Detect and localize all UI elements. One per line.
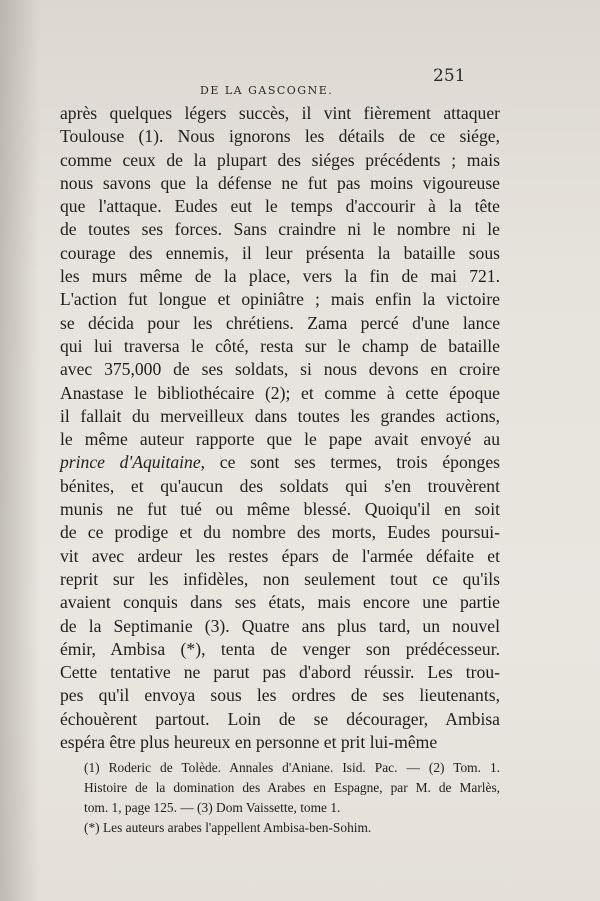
- text-line-with-italic: prince d'Aquitaine, ce sont ses termes, trois éponges: [60, 452, 501, 473]
- running-head: DE LA GASCOGNE.: [200, 84, 334, 97]
- text-line: Toulouse (1). Nous ignorons les détails de ce siége,: [60, 126, 500, 147]
- text-line: échouèrent partout. Loin de se décourager, Ambisa: [60, 708, 500, 729]
- text-line: reprit sur les infidèles, non seulement tout ce qu'ils: [60, 568, 500, 589]
- text-line: que l'attaque. Eudes eut le temps d'accourir à la tête: [60, 196, 500, 217]
- text-line: de ce prodige et du nombre des morts, Eudes poursui-: [60, 522, 500, 543]
- footnote-line: Histoire de la domination des Arabes en Espagne, par M. de Marlès,: [84, 780, 500, 795]
- italic-phrase: prince d'Aquitaine: [60, 452, 201, 473]
- footnote-line: (1) Roderic de Tolède. Annales d'Aniane. Isid. Pac. — (2) Tom. 1.: [84, 760, 500, 775]
- text-line: vit avec ardeur les restes épars de l'armée défaite et: [60, 545, 500, 566]
- text-line: avaient conquis dans ses états, mais encore une partie: [60, 592, 500, 613]
- page-number: 251: [433, 66, 466, 86]
- text-line: qui lui traversa le côté, resta sur le champ de bataille: [60, 335, 500, 356]
- footnote-line: (*) Les auteurs arabes l'appellent Ambisa-ben-Sohim.: [84, 820, 372, 835]
- text-line: Cette tentative ne parut pas d'abord réussir. Les trou-: [60, 662, 500, 683]
- text-line: espéra être plus heureux en personne et prit lui-même: [60, 732, 438, 753]
- footnote-line: tom. 1, page 125. — (3) Dom Vaissette, tome 1.: [84, 800, 341, 815]
- text-line: il fallait du merveilleux dans toutes les grandes actions,: [60, 405, 500, 426]
- text-line: nous savons que la défense ne fut pas moins vigoureuse: [60, 172, 500, 193]
- body-text: [60, 102, 500, 754]
- text-line: émir, Ambisa (*), tenta de venger son prédécesseur.: [60, 638, 500, 659]
- text-line: bénites, et qu'aucun des soldats qui s'en trouvèrent: [60, 475, 500, 496]
- text-line: de la Septimanie (3). Quatre ans plus tard, un nouvel: [60, 615, 500, 636]
- text-line: courage des ennemis, il leur présenta la bataille sous: [60, 242, 500, 263]
- text-line: L'action fut longue et opiniâtre ; mais enfin la victoire: [60, 289, 500, 310]
- text-line: munis ne fut tué ou même blessé. Quoiqu'il en soit: [60, 499, 500, 520]
- text-line: comme ceux de la plupart des siéges précédents ; mais: [60, 149, 500, 170]
- text-line: les murs même de la place, vers la fin de mai 721.: [60, 266, 500, 287]
- footnotes: [84, 758, 500, 838]
- text-line: de toutes ses forces. Sans craindre ni le nombre ni le: [60, 219, 500, 240]
- text-line: le même auteur rapporte que le pape avait envoyé au: [60, 429, 500, 450]
- text-line: Anastase le bibliothécaire (2); et comme à cette époque: [60, 382, 500, 403]
- text-line: pes qu'il envoya sous les ordres de ses lieutenants,: [60, 685, 500, 706]
- text-line: après quelques légers succès, il vint fièrement attaquer: [60, 103, 500, 123]
- text-line: avec 375,000 de ses soldats, si nous devons en croire: [60, 359, 500, 380]
- text-line: se décida pour les chrétiens. Zama percé d'une lance: [60, 312, 500, 333]
